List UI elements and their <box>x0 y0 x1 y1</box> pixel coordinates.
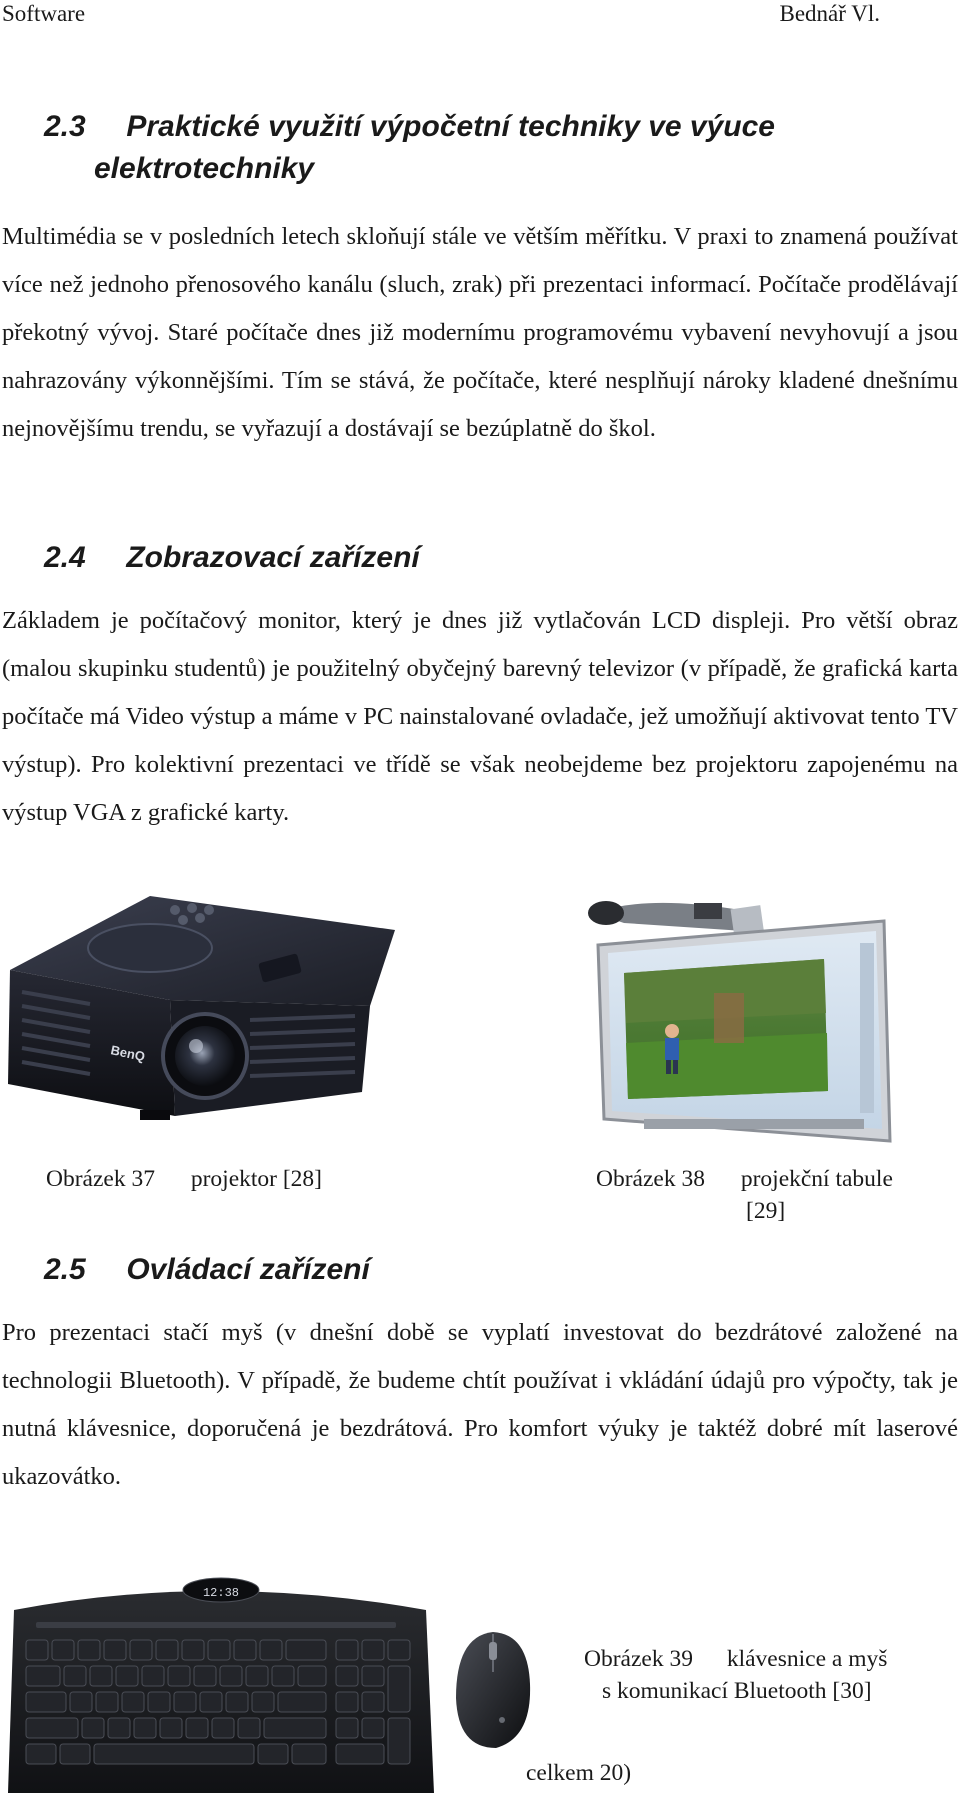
figure-caption-text: projektor [28] <box>190 1166 323 1192</box>
section-title: Zobrazovací zařízení <box>126 541 420 574</box>
page-header <box>0 0 880 32</box>
keyboard-image <box>6 1570 436 1793</box>
section-number: 2.5 <box>44 1253 86 1286</box>
figure-39-caption <box>584 1643 954 1707</box>
section-number: 2.3 <box>44 110 86 143</box>
figure-label: Obrázek 38 <box>596 1166 705 1192</box>
projector-image <box>0 888 410 1138</box>
keyboard-clock: 12:38 <box>202 1586 240 1600</box>
figure-caption-ref: [29] <box>746 1198 786 1224</box>
paragraph-multimedia: Multimédia se v posledních letech skloňují stále ve větším měřítku. V praxi to znamená používat více než jednoho přenosového kanálu (sluch, zrak) při prezentaci informací. Počítače prodělávají překotný vývoj. Staré počítače dnes již modernímu programovému vybavení nevyhovují a jsou nahrazovány výkonnějšími. Tím se stává, že počítače, které nesplňují nároky kladené dnešnímu nejnovějšímu trendu, se vyřazují a dostávají se bezúplatně do škol. <box>2 223 958 442</box>
figure-37-caption <box>46 1163 322 1195</box>
section-number: 2.4 <box>44 541 86 574</box>
figure-caption-text: projekční tabule <box>740 1166 893 1192</box>
section-title: Ovládací zařízení <box>126 1253 370 1286</box>
whiteboard-image <box>584 883 900 1151</box>
section-heading-2-5 <box>44 1249 744 1291</box>
section-title-continued: elektrotechniky <box>94 152 315 185</box>
figure-caption-text-continued: s komunikací Bluetooth [30] <box>602 1678 872 1704</box>
paragraph-display-devices: Základem je počítačový monitor, který je dnes již vytlačován LCD displeji. Pro větší obraz (malou skupinku studentů) je použitelný obyčejný barevný televizor (v případě, že grafická karta počítače má Video výstup a máme v PC nainstalované ovladače, jež umožňují aktivovat tento TV výstup). Pro kolektivní prezentaci ve třídě se však neobejdeme bez projektoru zapojenému na výstup VGA z grafické karty. <box>2 607 958 826</box>
header-author: Bednář Vl. <box>779 1 880 26</box>
mouse-image <box>452 1628 534 1752</box>
section-heading-2-4 <box>44 537 744 579</box>
figure-caption-text: klávesnice a myš <box>726 1646 888 1672</box>
figure-label: Obrázek 37 <box>46 1166 155 1192</box>
paragraph-control-devices: Pro prezentaci stačí myš (v dnešní době se vyplatí investovat do bezdrátové založené na technologii Bluetooth). V případě, že budeme chtít používat i vkládání údajů pro výpočty, tak je nutná klávesnice, doporučená je bezdrátová. Pro komfort výuky je taktéž dobré mít laserové ukazovátko. <box>2 1319 958 1490</box>
section-heading-2-3 <box>44 106 904 190</box>
page-footer-fragment: celkem 20) <box>526 1760 632 1786</box>
figure-38-caption <box>596 1163 946 1227</box>
header-subject: Software <box>2 1 86 26</box>
figure-label: Obrázek 39 <box>584 1646 693 1672</box>
brand-logo: BenQ <box>109 1042 147 1065</box>
section-title: Praktické využití výpočetní techniky ve výuce <box>126 110 775 143</box>
